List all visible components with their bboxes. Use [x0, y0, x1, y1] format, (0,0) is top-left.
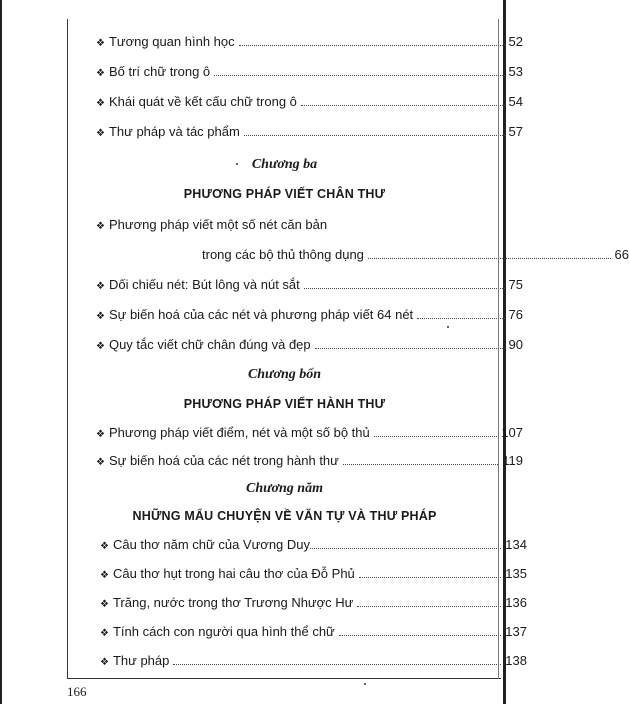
- dot-leader: [301, 105, 505, 106]
- toc-entry-page: 52: [508, 34, 523, 49]
- toc-entry-page: 137: [505, 624, 527, 639]
- speck-mark: [447, 326, 449, 328]
- chapter-heading: NHỮNG MẨU CHUYỆN VỀ VĂN TỰ VÀ THƯ PHÁP: [132, 509, 437, 523]
- bullet-icon: ❖: [96, 221, 105, 232]
- toc-entry-title: Câu thơ hụt trong hai câu thơ của Đỗ Phủ: [112, 566, 355, 581]
- toc-entry: [68, 537, 527, 559]
- toc-entry: [68, 94, 523, 116]
- bullet-icon: ❖: [100, 541, 109, 552]
- toc-entry: [68, 624, 527, 646]
- toc-entry-title: Dối chiếu nét: Bút lông và nút sắt: [108, 277, 300, 292]
- toc-entry-page: 136: [505, 595, 527, 610]
- bullet-icon: ❖: [96, 68, 105, 79]
- chapter-label: Chương bốn: [247, 367, 322, 382]
- chapter-label: Chương năm: [246, 481, 323, 496]
- toc-entry: [68, 277, 523, 299]
- toc-entry-title: Thư pháp: [112, 653, 170, 668]
- toc-entry: [68, 566, 527, 588]
- toc-entry-title: Câu thơ năm chữ của Vương Duy: [112, 537, 311, 552]
- toc-entry-title: trong các bộ thủ thông dụng: [202, 247, 364, 262]
- toc-entry-page: 76: [508, 307, 523, 322]
- dot-leader: [357, 606, 501, 607]
- toc-entry-page: 54: [508, 94, 523, 109]
- bullet-icon: ❖: [96, 281, 105, 292]
- dot-leader: [315, 348, 505, 349]
- bullet-icon: ❖: [96, 98, 105, 109]
- toc-entry-title: Trăng, nước trong thơ Trương Nhược Hư: [112, 595, 354, 610]
- toc-entry-page: 138: [505, 653, 527, 668]
- toc-entry-title: Phương pháp viết điểm, nét và một số bộ thủ: [108, 425, 370, 440]
- toc-entry: [68, 595, 527, 617]
- toc-entry-title: Quy tắc viết chữ chân đúng và đẹp: [108, 337, 311, 352]
- toc-entry-line2: [68, 247, 629, 269]
- toc-entry: [68, 64, 523, 86]
- dot-leader: [359, 577, 502, 578]
- bullet-icon: ❖: [100, 657, 109, 668]
- toc-entry-page: 90: [508, 337, 523, 352]
- dot-leader: [368, 258, 611, 259]
- toc-entry-title: Phương pháp viết một số nét căn bản: [108, 217, 328, 232]
- toc-entry-title: Bố trí chữ trong ô: [108, 64, 211, 79]
- toc-entry: [68, 307, 523, 329]
- chapter-label: Chương ba: [251, 157, 318, 172]
- dot-leader: [173, 664, 501, 665]
- dot-leader: [339, 635, 502, 636]
- bullet-icon: ❖: [96, 457, 105, 468]
- toc-entry-page: 66: [614, 247, 629, 262]
- toc-entry-page: 57: [508, 124, 523, 139]
- dot-leader: [374, 436, 498, 437]
- bullet-icon: ❖: [96, 311, 105, 322]
- speck-mark: [364, 683, 366, 685]
- toc-entry-title: Sự biến hoá của các nét và phương pháp viết 64 nét: [108, 307, 414, 322]
- bullet-icon: ❖: [100, 599, 109, 610]
- dot-leader: [417, 318, 504, 319]
- toc-entry-line1: [68, 217, 523, 239]
- bullet-icon: ❖: [100, 628, 109, 639]
- dot-leader: [304, 288, 505, 289]
- toc-entry: [68, 124, 523, 146]
- dot-leader: [214, 75, 504, 76]
- page-number: 166: [67, 684, 87, 699]
- dot-leader: [239, 45, 505, 46]
- toc-entry: [68, 34, 523, 56]
- dot-leader: [310, 548, 501, 549]
- toc-entry: [68, 453, 523, 475]
- toc-entry: [68, 425, 523, 447]
- chapter-heading: PHƯƠNG PHÁP VIẾT HÀNH THƯ: [183, 397, 386, 411]
- toc-entry-page: 119: [502, 453, 523, 468]
- speck-mark: [236, 163, 238, 165]
- bullet-icon: ❖: [100, 570, 109, 581]
- dot-leader: [343, 464, 498, 465]
- bullet-icon: ❖: [96, 429, 105, 440]
- toc-entry: [68, 337, 523, 359]
- toc-entry-page: 135: [505, 566, 527, 581]
- toc-box-right-edge: [498, 19, 499, 679]
- dot-leader: [244, 135, 505, 136]
- toc-entry-title: Tính cách con người qua hình thể chữ: [112, 624, 335, 639]
- toc-entry-page: 53: [508, 64, 523, 79]
- toc-entry-title: Thư pháp và tác phẩm: [108, 124, 240, 139]
- toc-box: [67, 19, 629, 679]
- toc-entry-page: 75: [508, 277, 523, 292]
- toc-entry-title: Tương quan hình học: [108, 34, 235, 49]
- toc-entry-title: Khái quát về kết cấu chữ trong ô: [108, 94, 297, 109]
- bullet-icon: ❖: [96, 38, 105, 49]
- bullet-icon: ❖: [96, 341, 105, 352]
- bullet-icon: ❖: [96, 128, 105, 139]
- toc-entry: [68, 653, 527, 675]
- toc-entry-title: Sự biến hoá của các nét trong hành thư: [108, 453, 339, 468]
- toc-entry-page: 107: [501, 425, 523, 440]
- chapter-heading: PHƯƠNG PHÁP VIẾT CHÂN THƯ: [183, 187, 386, 201]
- page-edge-left: [0, 0, 2, 704]
- toc-entry-page: 134: [505, 537, 527, 552]
